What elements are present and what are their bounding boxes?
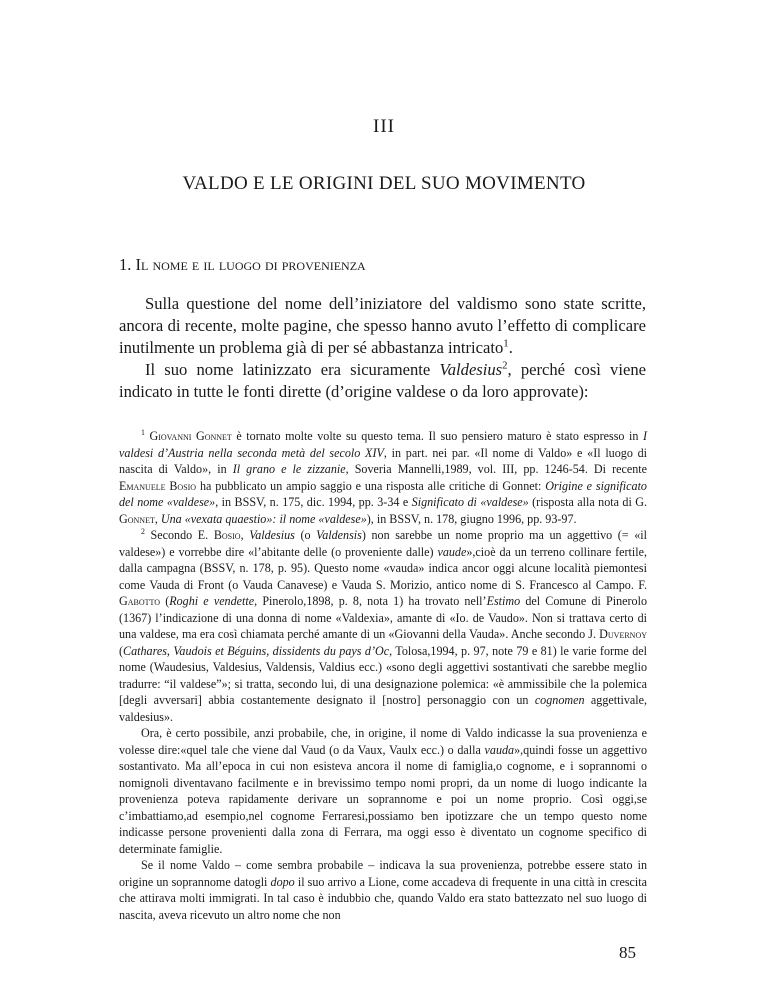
footnote-mark: 2	[141, 526, 145, 536]
section-title: l nome e il luogo di provenienza	[141, 255, 366, 274]
section-title-initial: I	[135, 255, 141, 274]
work-title: I valdesi d’Austria nella seconda metà del secolo XIV	[119, 429, 647, 460]
note-text: , Pinerolo,1898, p. 8, nota 1) ha trovato nell’	[254, 594, 487, 608]
note-text: (risposta alla nota di G.	[528, 495, 648, 509]
author-name: Giovanni Gonnet	[149, 429, 232, 443]
note-text: ha pubblicato un ampio saggio e una risposta alle critiche di Gonnet:	[196, 478, 546, 493]
paragraph-text: , perché così viene indicato in tutte le fonti dirette (d’origine valdese o da loro approvate):	[119, 360, 646, 401]
note-text: Se il nome Valdo – come sembra probabile – indicava la sua provenienza, potrebbe essere stato in origine un soprannome datogli	[119, 858, 647, 889]
latin-term: Valdesius	[249, 528, 295, 542]
footnote-1	[119, 428, 647, 527]
term: vauda	[484, 742, 515, 757]
work-title: Roghi e vendette	[169, 594, 255, 608]
note-text: Secondo E.	[150, 528, 214, 542]
body-paragraph-1	[119, 293, 646, 359]
work-title: Estimo	[486, 594, 521, 608]
note-text: ,	[240, 528, 250, 542]
section-number: 1.	[119, 255, 132, 274]
author-name: Emanuele Bosio	[119, 478, 197, 493]
note-text: , Tolosa,1994, p. 97, note 79 e 81) le varie forme del nome (Waudesius, Valdesius, Valdensis, Valdius ecc.) «sono degli aggettivi sostantivati che sarebbe meglio tradurre: “il valdese”»; si tratta, secondo lui, di una designazione polemica: «è ammissibile che la polemica [degli avversari] abbia costantemente designato il [nostro] personaggio con un	[119, 643, 647, 707]
note-text: , Soveria Mannelli,1989, vol. III, pp. 1246-54. Di recente	[345, 462, 647, 476]
note-text: , in part. nei par. «Il nome di Valdo» e «Il luogo di nascita di Valdo», in	[119, 445, 647, 476]
footnote-paragraph-4	[119, 857, 647, 923]
note-text: del Comune di Pinerolo (1367) l’indicazione di una donna di nome «Valdexia», amante di «Io. de Vaudo». Non si trattava certo di una valdese, ma era così chiamata perché amante di un «Giovanni della Vauda». Anche secondo J.	[119, 594, 648, 641]
note-text: (o	[294, 528, 317, 542]
paragraph-text: Sulla questione del nome dell’iniziatore del valdismo sono state scritte, ancora di recente, molte pagine, che spesso hanno avuto l’effetto di complicare inutilmente un problema già di per sé abbastanza intricato	[119, 294, 646, 357]
note-text: il suo arrivo a Lione, come accadeva di frequente in una città in crescita che attirava molti immigrati. In tal caso è indubbio che, quando Valdo era stato battezzato nel suo luogo di nascita, aveva ricevuto un altro nome che non	[119, 874, 647, 922]
author-name: Gabotto	[119, 594, 161, 608]
section-heading	[119, 255, 366, 275]
note-text: »,quindi fosse un aggettivo sostantivato. Ma all’epoca in cui non esisteva ancora il nome di famiglia,o cognome, e i soprannomi o nomignoli diventavano facilmente e in brevissimo tempo nomi propri, da un nome di luogo indicante la provenienza poteva rapidamente derivare un soprannome e poi un nome proprio. Così oggi,se c’imbattiamo,ad esempio,nel cognome Ferraresi,possiamo ben ipotizzare che un tempo questo nome indicasse persone provenienti dalla zona di Ferrara, ma oggi esso è diventato un cognome specifico di determinate famiglie.	[119, 742, 647, 856]
footnote-mark: 1	[141, 427, 145, 437]
chapter-title: VALDO E LE ORIGINI DEL SUO MOVIMENTO	[182, 173, 586, 194]
note-text: ), in BSSV, n. 178, giugno 1996, pp. 93-97.	[366, 511, 577, 526]
work-title: Origine e significato del nome «valdese»	[119, 478, 647, 509]
author-name: Duvernoy	[599, 627, 647, 641]
note-text: è tornato molte volte su questo tema. Il suo pensiero maturo è stato espresso in	[231, 429, 643, 443]
note-text: aggettivale, valdesius».	[119, 693, 647, 724]
term: vaude	[437, 544, 467, 559]
note-text: (	[160, 594, 170, 608]
body-text	[119, 293, 646, 403]
body-paragraph-2	[119, 359, 646, 403]
work-title: Significato di «valdese»	[411, 495, 529, 509]
emphasis: dopo	[270, 874, 295, 889]
paragraph-text: Il suo nome latinizzato era sicuramente	[145, 360, 440, 379]
chapter-number: III	[373, 116, 395, 137]
work-title: Cathares, Vaudois et Béguins, dissidents du pays d’Oc	[123, 643, 390, 658]
footnotes	[119, 428, 647, 923]
note-text: , in BSSV, n. 175, dic. 1994, pp. 3-34 e	[215, 495, 412, 509]
footnote-ref-1[interactable]: 1	[503, 337, 509, 350]
note-text: (	[119, 643, 124, 658]
footnote-2	[119, 527, 647, 725]
latin-name: Valdesius	[439, 360, 503, 379]
term: cognomen	[534, 693, 585, 707]
footnote-ref-2[interactable]: 2	[502, 359, 508, 372]
note-text: ) non sarebbe un nome proprio ma un aggettivo (= «il valdese») e vorrebbe dire «l’abitante delle (o proveniente dalle)	[119, 528, 647, 559]
author-name: Bosio	[213, 528, 241, 542]
author-name: Gonnet	[119, 511, 155, 526]
footnote-paragraph-3	[119, 725, 647, 857]
paragraph-end: .	[508, 338, 513, 357]
page-number: 85	[619, 943, 636, 962]
work-title: Il grano e le zizzanie	[232, 462, 346, 476]
latin-term: Valdensis	[316, 528, 362, 542]
work-title: Una «vexata quaestio»: il nome «valdese»	[160, 511, 367, 526]
note-text: »,cioè da un terreno collinare fertile, dalla campagna (BSSV, n. 178, p. 95). Questo nome «vauda» indica ancor oggi alcune località piemontesi come Vauda di Front (o Vauda Canavese) e Vauda S. Morizio, antico nome di S. Francesco al Campo. F.	[119, 544, 648, 592]
note-text: ,	[154, 511, 161, 526]
note-text: Ora, è certo possibile, anzi probabile, che, in origine, il nome di Valdo indicasse la sua provenienza e volesse dire:«quel tale che viene dal Vaud (o da Vaux, Vaulx ecc.) o dalla	[119, 726, 647, 757]
